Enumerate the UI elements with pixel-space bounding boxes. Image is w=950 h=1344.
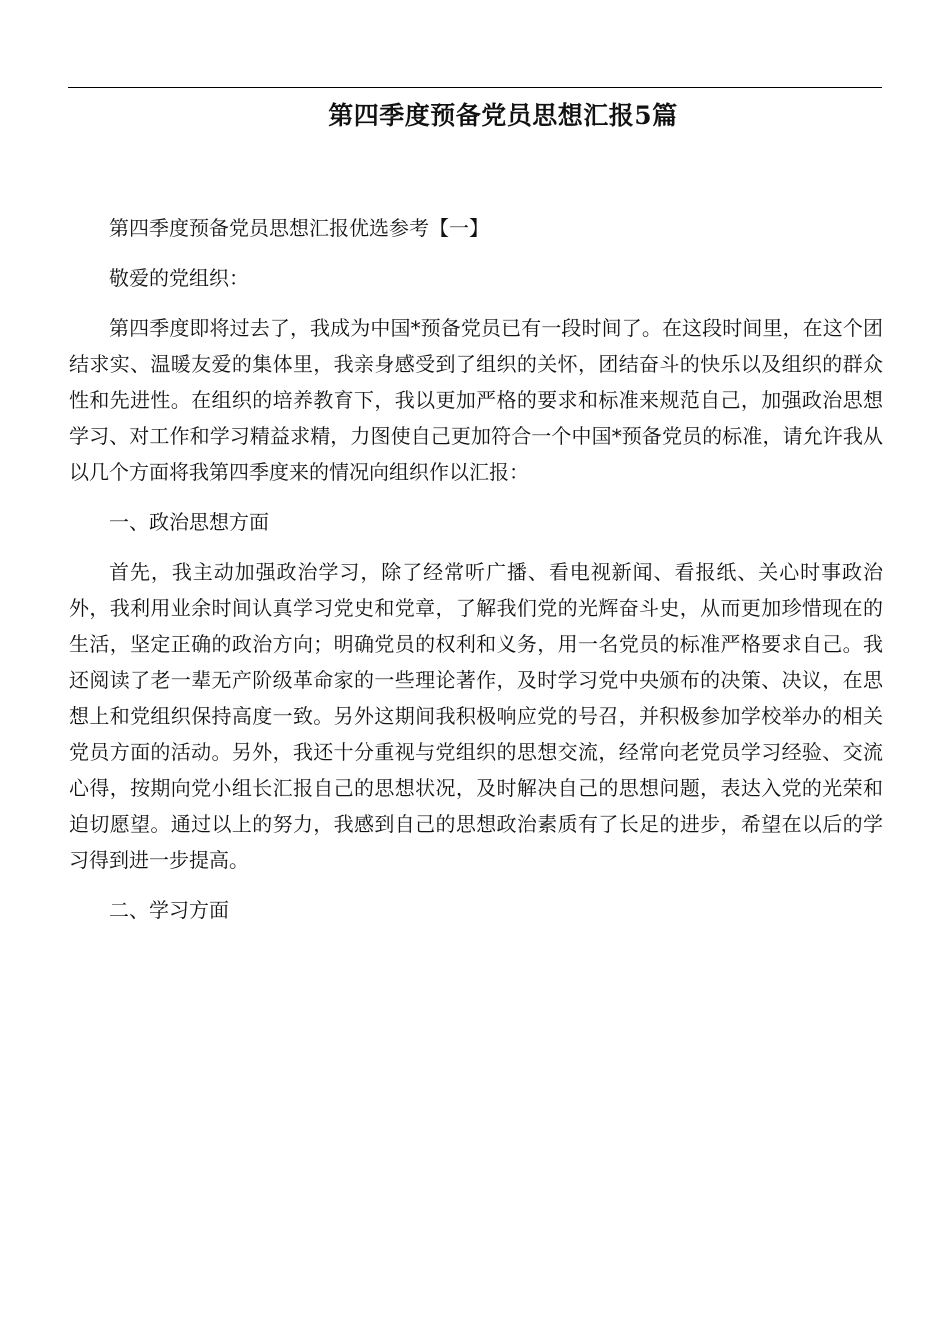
document-title: 第四季度预备党员思想汇报5篇 [328,101,678,130]
heading-study: 二、学习方面 [109,898,229,922]
header-rule [68,87,882,88]
section-heading: 第四季度预备党员思想汇报优选参考【一】 [109,216,489,240]
salutation: 敬爱的党组织： [109,266,249,290]
heading-political: 一、政治思想方面 [109,510,269,534]
paragraph-political: 首先，我主动加强政治学习，除了经常听广播、看电视新闻、看报纸、关心时事政治外，我利用业余时间认真学习党史和党章，了解我们党的光辉奋斗史，从而更加珍惜现在的生活，坚定正确的政治方向；明确党员的权利和义务，用一名党员的标准严格要求自己。我还阅读了老一辈无产阶级革命家的一些理论著作，及时学习党中央颁布的决策、决议，在思想上和党组织保持高度一致。另外这期间我积极响应党的号召，并积极参加学校举办的相关党员方面的活动。另外，我还十分重视与党组织的思想交流，经常向老党员学习经验、交流心得，按期向党小组长汇报自己的思想状况，及时解决自己的思想问题，表达入党的光荣和迫切愿望。通过以上的努力，我感到自己的思想政治素质有了长足的进步，希望在以后的学习得到进一步提高。 [69,560,883,872]
paragraph-intro: 第四季度即将过去了，我成为中国*预备党员已有一段时间了。在这段时间里，在这个团结求实、温暖友爱的集体里，我亲身感受到了组织的关怀，团结奋斗的快乐以及组织的群众性和先进性。在组织的培养教育下，我以更加严格的要求和标准来规范自己，加强政治思想学习、对工作和学习精益求精，力图使自己更加符合一个中国*预备党员的标准，请允许我从以几个方面将我第四季度来的情况向组织作以汇报： [69,316,883,484]
document-body [69,210,883,928]
